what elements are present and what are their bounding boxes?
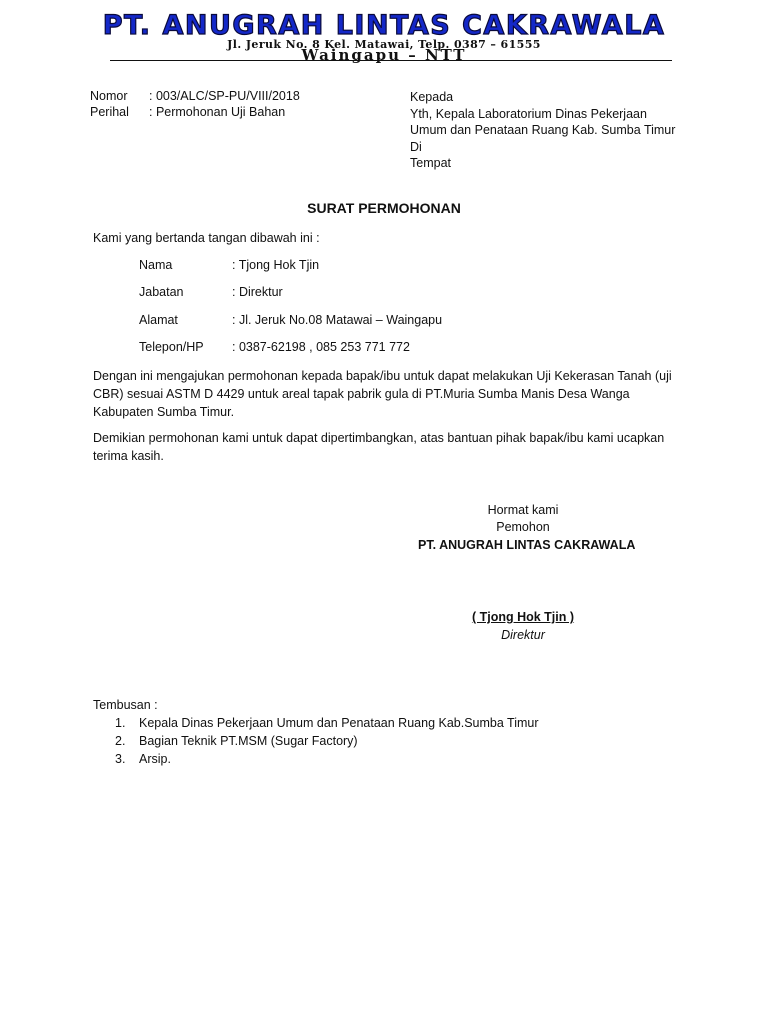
signature-company: PT. ANUGRAH LINTAS CAKRAWALA bbox=[418, 538, 636, 552]
letter-title: SURAT PERMOHONAN bbox=[307, 200, 461, 216]
signature-closing: Hormat kami bbox=[487, 503, 559, 517]
cc-list bbox=[115, 714, 539, 768]
signatory-name: ( Tjong Hok Tjin ) bbox=[471, 610, 575, 624]
body-paragraph-request: Dengan ini mengajukan permohonan kepada bapak/ibu untuk dapat melakukan Uji Kekerasan Tanah (uji CBR) sesuai ASTM D 4429 untuk areal tapak pabrik gula di PT.Muria Sumba Manis Desa Wanga Kabupaten Sumba Timur. bbox=[93, 369, 672, 419]
nomor-label: Nomor bbox=[90, 89, 128, 103]
jabatan-label: Jabatan bbox=[139, 285, 184, 299]
perihal-label: Perihal bbox=[90, 105, 129, 119]
nama-label: Nama bbox=[139, 258, 173, 272]
perihal-value: : Permohonan Uji Bahan bbox=[149, 105, 286, 119]
list-item bbox=[115, 714, 539, 732]
company-city: Waingapu – NTT bbox=[301, 46, 467, 64]
telepon-value: : 0387-62198 , 085 253 771 772 bbox=[232, 340, 410, 354]
list-text: Arsip. bbox=[139, 752, 171, 766]
recipient-line: Di bbox=[410, 139, 422, 154]
recipient-line: Kepada bbox=[410, 90, 454, 104]
alamat-value: : Jl. Jeruk No.08 Matawai – Waingapu bbox=[232, 313, 443, 327]
alamat-label: Alamat bbox=[139, 313, 178, 327]
letterhead-rule bbox=[110, 60, 672, 61]
list-text: Bagian Teknik PT.MSM (Sugar Factory) bbox=[139, 734, 358, 748]
intro-text: Kami yang bertanda tangan dibawah ini : bbox=[93, 231, 320, 245]
recipient-line: Yth, Kepala Laboratorium Dinas Pekerjaan bbox=[410, 106, 647, 121]
nomor-value: : 003/ALC/SP-PU/VIII/2018 bbox=[149, 89, 300, 103]
recipient-line: Umum dan Penataan Ruang Kab. Sumba Timur bbox=[410, 123, 676, 137]
recipient-line: Tempat bbox=[410, 156, 451, 170]
signature-role: Pemohon bbox=[496, 520, 550, 534]
company-name: PT. ANUGRAH LINTAS CAKRAWALA bbox=[102, 10, 666, 41]
telepon-label: Telepon/HP bbox=[139, 340, 204, 354]
nama-value: : Tjong Hok Tjin bbox=[232, 258, 320, 272]
list-number: 2. bbox=[115, 734, 126, 748]
cc-label: Tembusan : bbox=[93, 698, 158, 712]
company-address: Jl. Jeruk No. 8 Kel. Matawai, Telp. 0387 – 61555 bbox=[227, 38, 541, 51]
signatory-position: Direktur bbox=[501, 628, 545, 642]
list-item bbox=[115, 750, 539, 768]
body-paragraph-closing: Demikian permohonan kami untuk dapat dipertimbangkan, atas bantuan pihak bapak/ibu kami ucapkan terima kasih. bbox=[93, 431, 665, 463]
list-item bbox=[115, 732, 539, 750]
jabatan-value: : Direktur bbox=[232, 285, 283, 299]
recipient-block bbox=[410, 89, 710, 172]
list-number: 1. bbox=[115, 716, 126, 730]
list-text: Kepala Dinas Pekerjaan Umum dan Penataan Ruang Kab.Sumba Timur bbox=[139, 716, 539, 730]
list-number: 3. bbox=[115, 752, 126, 766]
